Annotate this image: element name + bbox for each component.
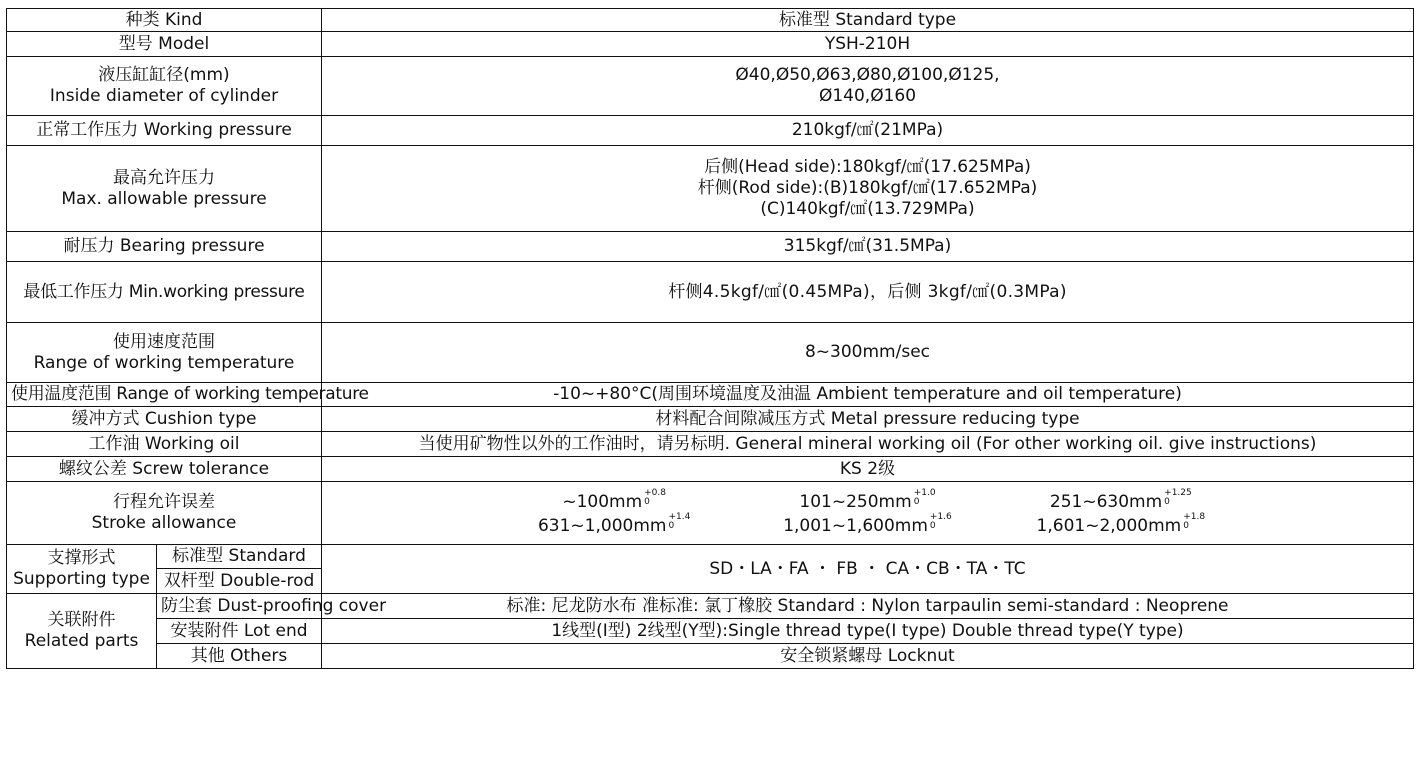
working-pressure-value: 210kgf/㎠(21MPa) xyxy=(322,116,1414,146)
row-related-rod-end xyxy=(7,619,1414,644)
row-cushion xyxy=(7,407,1414,432)
cushion-label: 缓冲方式 Cushion type xyxy=(7,407,322,432)
tolerance-lower: 0 xyxy=(1183,521,1189,531)
row-screw xyxy=(7,457,1414,482)
stroke-range: 251~630mm xyxy=(1049,492,1163,512)
working-pressure-label: 正常工作压力 Working pressure xyxy=(7,116,322,146)
min-pressure-value: 杆侧4.5kgf/㎠(0.45MPa)，后侧 3kgf/㎠(0.3MPa) xyxy=(322,262,1414,323)
stroke-label xyxy=(7,482,322,545)
supporting-label-en: Supporting type xyxy=(13,569,150,589)
oil-label: 工作油 Working oil xyxy=(7,432,322,457)
speed-value: 8~300mm/sec xyxy=(322,323,1414,383)
row-stroke xyxy=(7,482,1414,545)
screw-label: 螺纹公差 Screw tolerance xyxy=(7,457,322,482)
supporting-double-sub: 双杆型 Double-rod xyxy=(157,569,322,594)
speed-label-en: Range of working temperature xyxy=(33,352,295,373)
stroke-label-cn: 行程允许误差 xyxy=(113,492,215,512)
stroke-tolerance xyxy=(930,513,952,531)
stroke-tolerance xyxy=(1164,489,1192,507)
row-oil xyxy=(7,432,1414,457)
row-min-pressure xyxy=(7,262,1414,323)
kind-value: 标准型 Standard type xyxy=(322,9,1414,32)
supporting-value: SD・LA・FA ・ FB ・ CA・CB・TA・TC xyxy=(322,545,1414,594)
tolerance-upper: +1.0 xyxy=(913,488,936,498)
supporting-standard-sub: 标准型 Standard xyxy=(157,545,322,569)
stroke-label-en: Stroke allowance xyxy=(91,513,237,533)
bore-value xyxy=(322,57,1414,116)
related-label-en: Related parts xyxy=(24,631,139,651)
related-dust-value: 标准: 尼龙防水布 准标准: 氯丁橡胶 Standard : Nylon tarpaulin semi-standard : Neoprene xyxy=(322,594,1414,619)
max-pressure-head: 后侧(Head side):180kgf/㎠(17.625MPa) xyxy=(704,157,1031,177)
min-pressure-label: 最低工作压力 Min.working pressure xyxy=(7,262,322,323)
bore-label-en: Inside diameter of cylinder xyxy=(49,86,279,106)
related-others-value: 安全锁紧螺母 Locknut xyxy=(322,644,1414,669)
stroke-range: 1,601~2,000mm xyxy=(1036,516,1182,536)
related-dust-sub: 防尘套 Dust-proofing cover xyxy=(157,594,322,619)
tolerance-lower: 0 xyxy=(929,521,936,531)
tolerance-lower: 0 xyxy=(644,497,650,507)
row-related-dust xyxy=(7,594,1414,619)
row-max-pressure xyxy=(7,146,1414,232)
max-pressure-label xyxy=(7,146,322,232)
cushion-value: 材料配合间隙减压方式 Metal pressure reducing type xyxy=(322,407,1414,432)
stroke-item xyxy=(488,489,741,513)
stroke-item xyxy=(488,513,741,537)
tolerance-lower: 0 xyxy=(1164,497,1170,507)
row-temperature xyxy=(7,383,1414,407)
max-pressure-rod-c: (C)140kgf/㎠(13.729MPa) xyxy=(760,199,975,219)
row-bearing-pressure xyxy=(7,232,1414,262)
stroke-range: 101~250mm xyxy=(799,492,912,512)
tolerance-upper: +1.25 xyxy=(1164,488,1192,498)
max-pressure-label-cn: 最高允许压力 xyxy=(113,167,215,188)
tolerance-lower: 0 xyxy=(913,497,920,507)
stroke-tolerance xyxy=(668,513,690,531)
bearing-pressure-value: 315kgf/㎠(31.5MPa) xyxy=(322,232,1414,262)
bore-value-line2: Ø140,Ø160 xyxy=(818,86,917,106)
oil-value: 当使用矿物性以外的工作油时，请另标明. General mineral working oil (For other working oil. give instructions) xyxy=(322,432,1414,457)
speed-label-cn: 使用速度范围 xyxy=(113,331,215,352)
stroke-range: 631~1,000mm xyxy=(537,516,667,536)
row-model xyxy=(7,32,1414,57)
tolerance-upper: +1.6 xyxy=(929,512,952,522)
supporting-label xyxy=(7,545,157,594)
row-kind xyxy=(7,9,1414,32)
stroke-item xyxy=(994,513,1247,537)
model-value: YSH-210H xyxy=(322,32,1414,57)
spec-table xyxy=(6,8,1414,669)
tolerance-upper: +0.8 xyxy=(644,488,666,498)
model-label: 型号 Model xyxy=(7,32,322,57)
stroke-value xyxy=(322,482,1414,545)
row-working-pressure xyxy=(7,116,1414,146)
bearing-pressure-label: 耐压力 Bearing pressure xyxy=(7,232,322,262)
tolerance-lower: 0 xyxy=(668,521,675,531)
screw-value: KS 2级 xyxy=(322,457,1414,482)
speed-label xyxy=(7,323,322,383)
related-label xyxy=(7,594,157,669)
kind-label: 种类 Kind xyxy=(7,9,322,32)
related-rod-end-value: 1线型(I型) 2线型(Y型):Single thread type(I type) Double thread type(Y type) xyxy=(322,619,1414,644)
related-others-sub: 其他 Others xyxy=(157,644,322,669)
stroke-allowance-grid xyxy=(488,489,1248,537)
related-label-cn: 关联附件 xyxy=(47,610,116,630)
bore-label xyxy=(7,57,322,116)
max-pressure-value xyxy=(322,146,1414,232)
row-supporting-standard xyxy=(7,545,1414,569)
stroke-item xyxy=(741,489,994,513)
stroke-item xyxy=(994,489,1247,513)
stroke-tolerance xyxy=(1183,513,1205,531)
bore-value-line1: Ø40,Ø50,Ø63,Ø80,Ø100,Ø125, xyxy=(735,65,1000,85)
supporting-label-cn: 支撑形式 xyxy=(47,548,116,568)
max-pressure-label-en: Max. allowable pressure xyxy=(61,188,267,209)
row-bore xyxy=(7,57,1414,116)
tolerance-upper: +1.8 xyxy=(1183,512,1206,522)
stroke-range: 1,001~1,600mm xyxy=(783,516,928,536)
bore-label-cn: 液压缸缸径(mm) xyxy=(98,65,230,85)
row-related-others xyxy=(7,644,1414,669)
tolerance-upper: +1.4 xyxy=(668,512,691,522)
stroke-range: ~100mm xyxy=(562,492,643,512)
temperature-label: 使用温度范围 Range of working temperature xyxy=(7,383,322,407)
stroke-tolerance xyxy=(914,489,936,507)
stroke-item xyxy=(741,513,994,537)
max-pressure-rod-b: 杆侧(Rod side):(B)180kgf/㎠(17.652MPa) xyxy=(697,178,1038,198)
temperature-value: -10~+80°C(周围环境温度及油温 Ambient temperature and oil temperature) xyxy=(322,383,1414,407)
row-speed xyxy=(7,323,1414,383)
stroke-tolerance xyxy=(644,489,666,507)
related-rod-end-sub: 安装附件 Lot end xyxy=(157,619,322,644)
